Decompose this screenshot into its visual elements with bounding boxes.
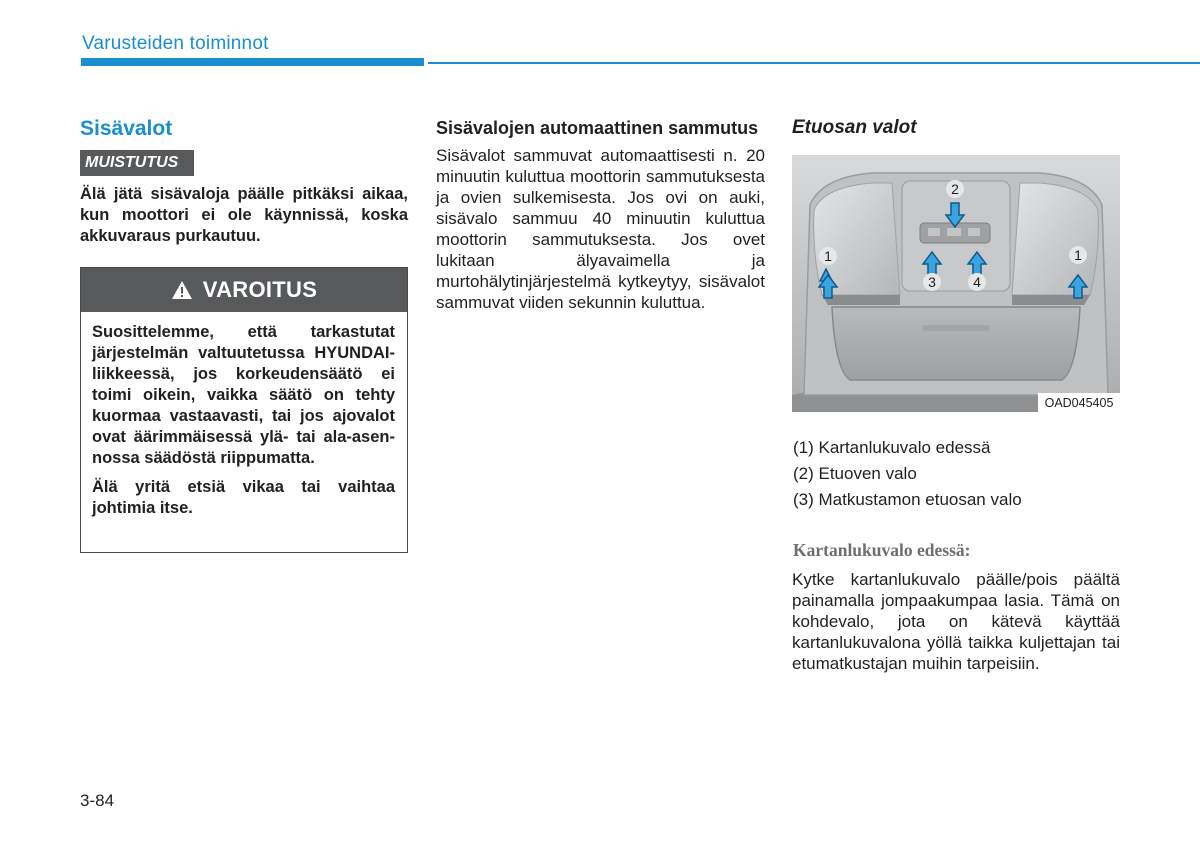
note-badge: MUISTUTUS — [80, 150, 194, 176]
lights-list — [793, 435, 1022, 513]
auto-off-text: Sisävalot sammuvat automaattisesti n. 20 minuutin kuluttua moottorin sammutuksesta ja ovien sulkemisesta. Jos ovi on auki, sisävalo sammuu 40 minuutin kuluttua moottorin sammutuksesta. Jos ovet lukitaan älyavaimella ja murtohälytinjärjestelmä kytkeytyy, sisävalot sammuvat viiden sekunnin kuluttua. — [436, 146, 765, 312]
list-item: (1) Kartanlukuvalo edessä — [793, 438, 991, 457]
map-light-text: Kytke kartanlukuvalo päälle/pois päältä painamalla jompaakumpaa lasia. Tämä on kohdevalo, jota on kätevä käyttää kartanlukuvalona yöllä taikka kuljettajan tai etumatkustajan muihin tarpeisiin. — [792, 570, 1120, 673]
header-rule — [428, 62, 1200, 64]
callout-1-left: 1 — [824, 248, 832, 264]
header-bar — [81, 58, 424, 66]
front-lights-title: Etuosan valot — [792, 117, 917, 138]
callout-2: 2 — [951, 181, 959, 197]
map-light-heading: Kartanlukuvalo edessä: — [793, 540, 971, 560]
warning-header — [81, 268, 407, 312]
callout-4: 4 — [973, 274, 981, 290]
section-title: Sisävalot — [80, 117, 173, 140]
list-item: (3) Matkustamon etuosan valo — [793, 490, 1022, 509]
warning-triangle-icon — [171, 280, 193, 300]
note-text: Älä jätä sisävaloja päälle pitkäksi aikaa, kun moottori ei ole käynnissä, koska akkuvaraus purkautuu. — [80, 185, 408, 245]
auto-off-title: Sisävalojen automaattinen sammutus — [436, 118, 759, 138]
image-code: OAD045405 — [1044, 396, 1114, 410]
warning-paragraph: Älä yritä etsiä vikaa tai vaihtaa johtimia itse. — [92, 478, 395, 517]
warning-body — [81, 312, 407, 519]
warning-box — [80, 267, 408, 553]
page-number: 3-84 — [80, 791, 115, 810]
section-header: Varusteiden toiminnot — [82, 33, 269, 54]
auto-off-section — [436, 118, 765, 313]
warning-paragraph: Suosittelemme, että tarkastutat järjestelmän valtuutetussa HYUNDAI-liikkeessä, jos korkeudensäätö ei toimi oikein, vaikka säätö on tehty kuormaa vastaavasti, tai jos ajovalot ovat äärimmäisessä ylä- tai ala-asennossa säädöstä riippumatta. — [92, 323, 395, 467]
callout-3: 3 — [928, 274, 936, 290]
callout-1-right: 1 — [1074, 247, 1082, 263]
warning-label: VAROITUS — [202, 277, 318, 302]
overhead-console-image — [792, 155, 1120, 412]
list-item: (2) Etuoven valo — [793, 464, 917, 483]
